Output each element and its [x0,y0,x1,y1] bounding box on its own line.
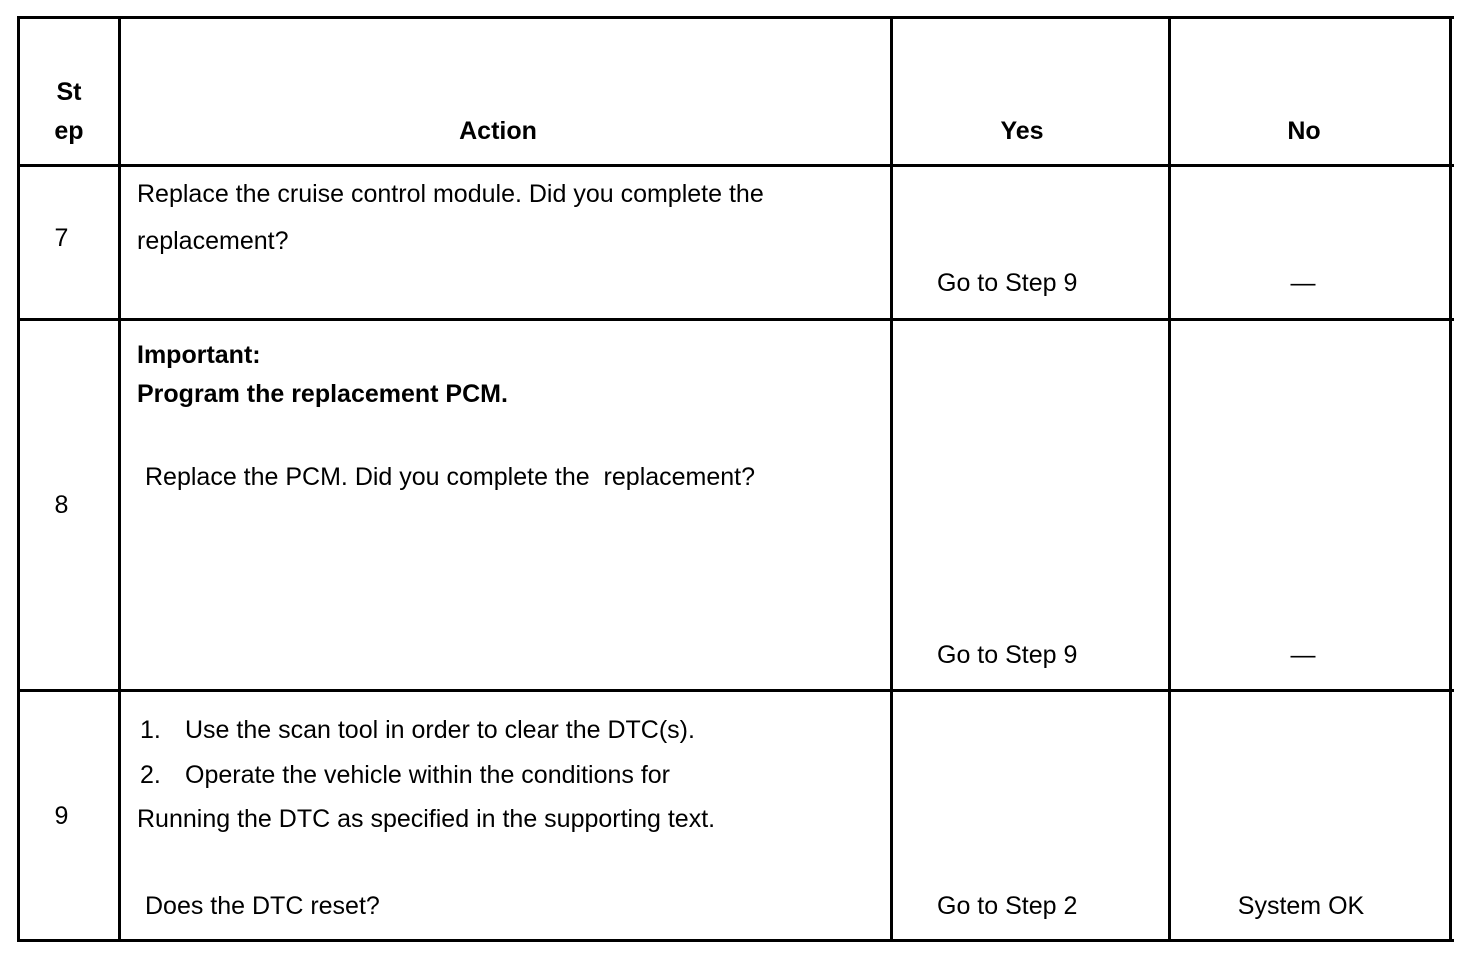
table-border-right [1449,16,1452,942]
row9-no: System OK [1237,892,1365,920]
row7-action-line2: replacement? [137,227,289,255]
row9-item2-continuation: Running the DTC as specified in the supporting text. [137,805,716,833]
header-action: Action [459,117,537,145]
header-divider [17,164,1454,167]
row9-yes: Go to Step 2 [937,892,1078,920]
step-number-8: 8 [54,491,69,519]
row9-item1-text: Use the scan tool in order to clear the DTC(s). [185,716,695,744]
row7-action-line1: Replace the cruise control module. Did you complete the [137,180,764,208]
table-border-top [17,16,1454,19]
row9-question: Does the DTC reset? [145,892,380,920]
row8-yes: Go to Step 9 [937,641,1078,669]
step-number-7: 7 [54,224,69,252]
col-divider-yes-no [1168,16,1171,942]
row9-item1-number: 1. [140,716,161,744]
row8-important-label: Important: [137,341,261,369]
row-divider-8-9 [17,689,1454,692]
row8-action-line1: Replace the PCM. Did you complete the replacement? [145,463,756,491]
col-divider-step-action [118,16,121,942]
header-step-line1: St [56,78,82,106]
col-divider-action-yes [890,16,893,942]
header-step-line2: ep [54,117,84,145]
row8-no: — [1290,641,1316,669]
row8-important-text: Program the replacement PCM. [137,380,508,408]
row-divider-7-8 [17,318,1454,321]
row9-item2-text: Operate the vehicle within the conditions for [185,761,670,789]
table-border-bottom [17,939,1454,942]
step-number-9: 9 [54,802,69,830]
row7-no: — [1290,269,1316,297]
header-yes: Yes [1000,117,1044,145]
row7-yes: Go to Step 9 [937,269,1078,297]
row9-item2-number: 2. [140,761,161,789]
header-no: No [1287,117,1321,145]
